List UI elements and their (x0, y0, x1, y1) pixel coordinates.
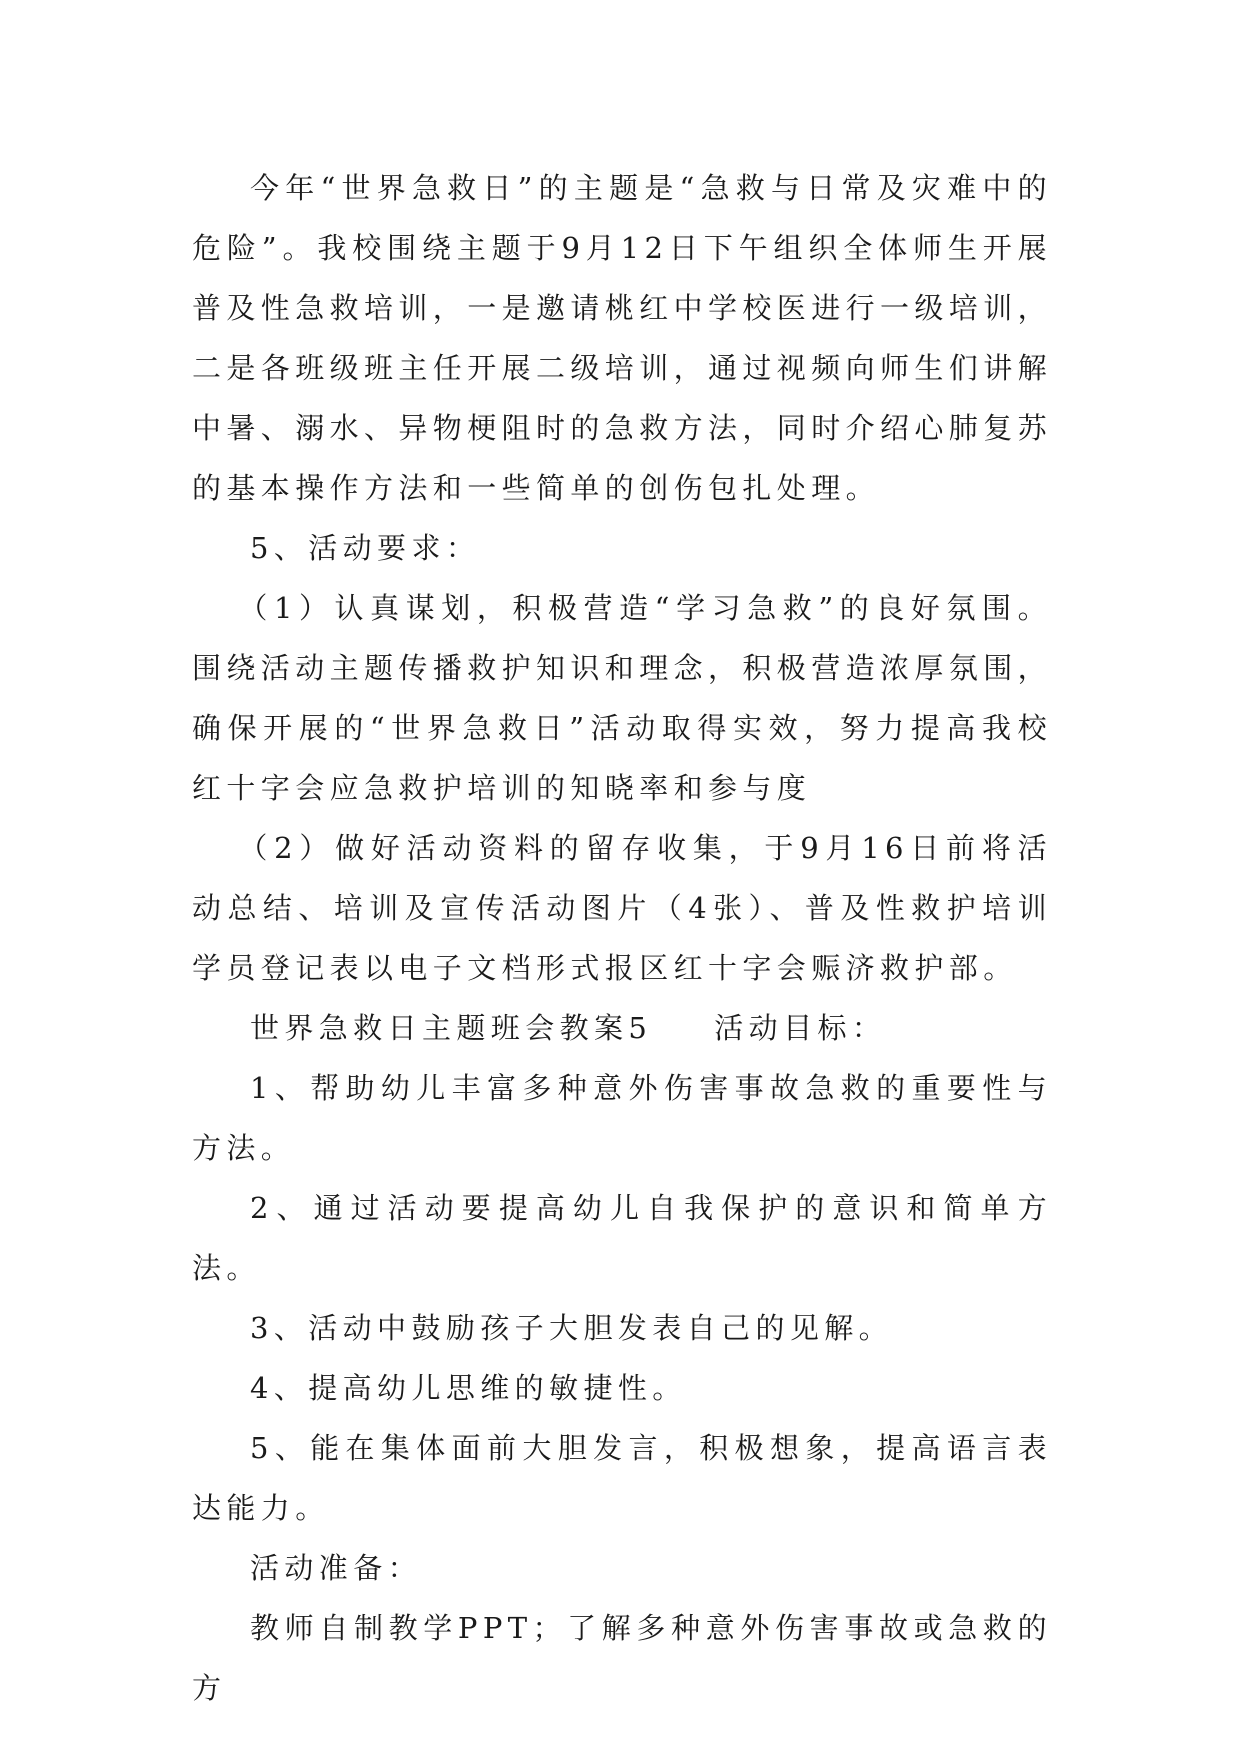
paragraph-requirement-2: （2）做好活动资料的留存收集，于9月16日前将活动总结、培训及宣传活动图片（4张）、普及性救护培训学员登记表以电子文档形式报区红十字会赈济救护部。 (192, 831, 1052, 985)
paragraph-requirement-1: （1）认真谋划，积极营造“学习急救”的良好氛围。围绕活动主题传播救护知识和理念，积极营造浓厚氛围，确保开展的“世界急救日”活动取得实效，努力提高我校红十字会应急救护培训的知晓率和参与度 (192, 591, 1053, 805)
activity-goals-heading: 活动目标： (714, 1011, 887, 1045)
paragraph-theme: 今年“世界急救日”的主题是“急救与日常及灾难中的危险”。我校围绕主题于9月12日下午组织全体师生开展普及性急救培训，一是邀请桃红中学校医进行一级培训，二是各班级班主任开展二级培训，通过视频向师生们讲解中暑、溺水、异物梗阻时的急救方法，同时介绍心肺复苏的基本操作方法和一些简单的创伤包扎处理。 (192, 171, 1053, 505)
lesson-plan-heading (192, 998, 1052, 1058)
goal-item-1: 1、帮助幼儿丰富多种意外伤害事故急救的重要性与方法。 (192, 1071, 1052, 1165)
goal-item-4: 4、提高幼儿思维的敏捷性。 (250, 1371, 687, 1405)
document-body (192, 158, 1052, 1718)
activity-prep-heading: 活动准备： (250, 1551, 423, 1585)
activity-prep-text: 教师自制教学PPT；了解多种意外伤害事故或急救的方 (192, 1611, 1052, 1705)
paragraph-requirements-heading: 5、活动要求： (250, 531, 481, 565)
goal-item-3: 3、活动中鼓励孩子大胆发表自己的见解。 (250, 1311, 894, 1345)
lesson-plan-title: 世界急救日主题班会教案5 (250, 1011, 653, 1045)
goal-item-5: 5、能在集体面前大胆发言，积极想象，提高语言表达能力。 (192, 1431, 1052, 1525)
goal-item-2: 2、通过活动要提高幼儿自我保护的意识和简单方法。 (192, 1191, 1052, 1285)
